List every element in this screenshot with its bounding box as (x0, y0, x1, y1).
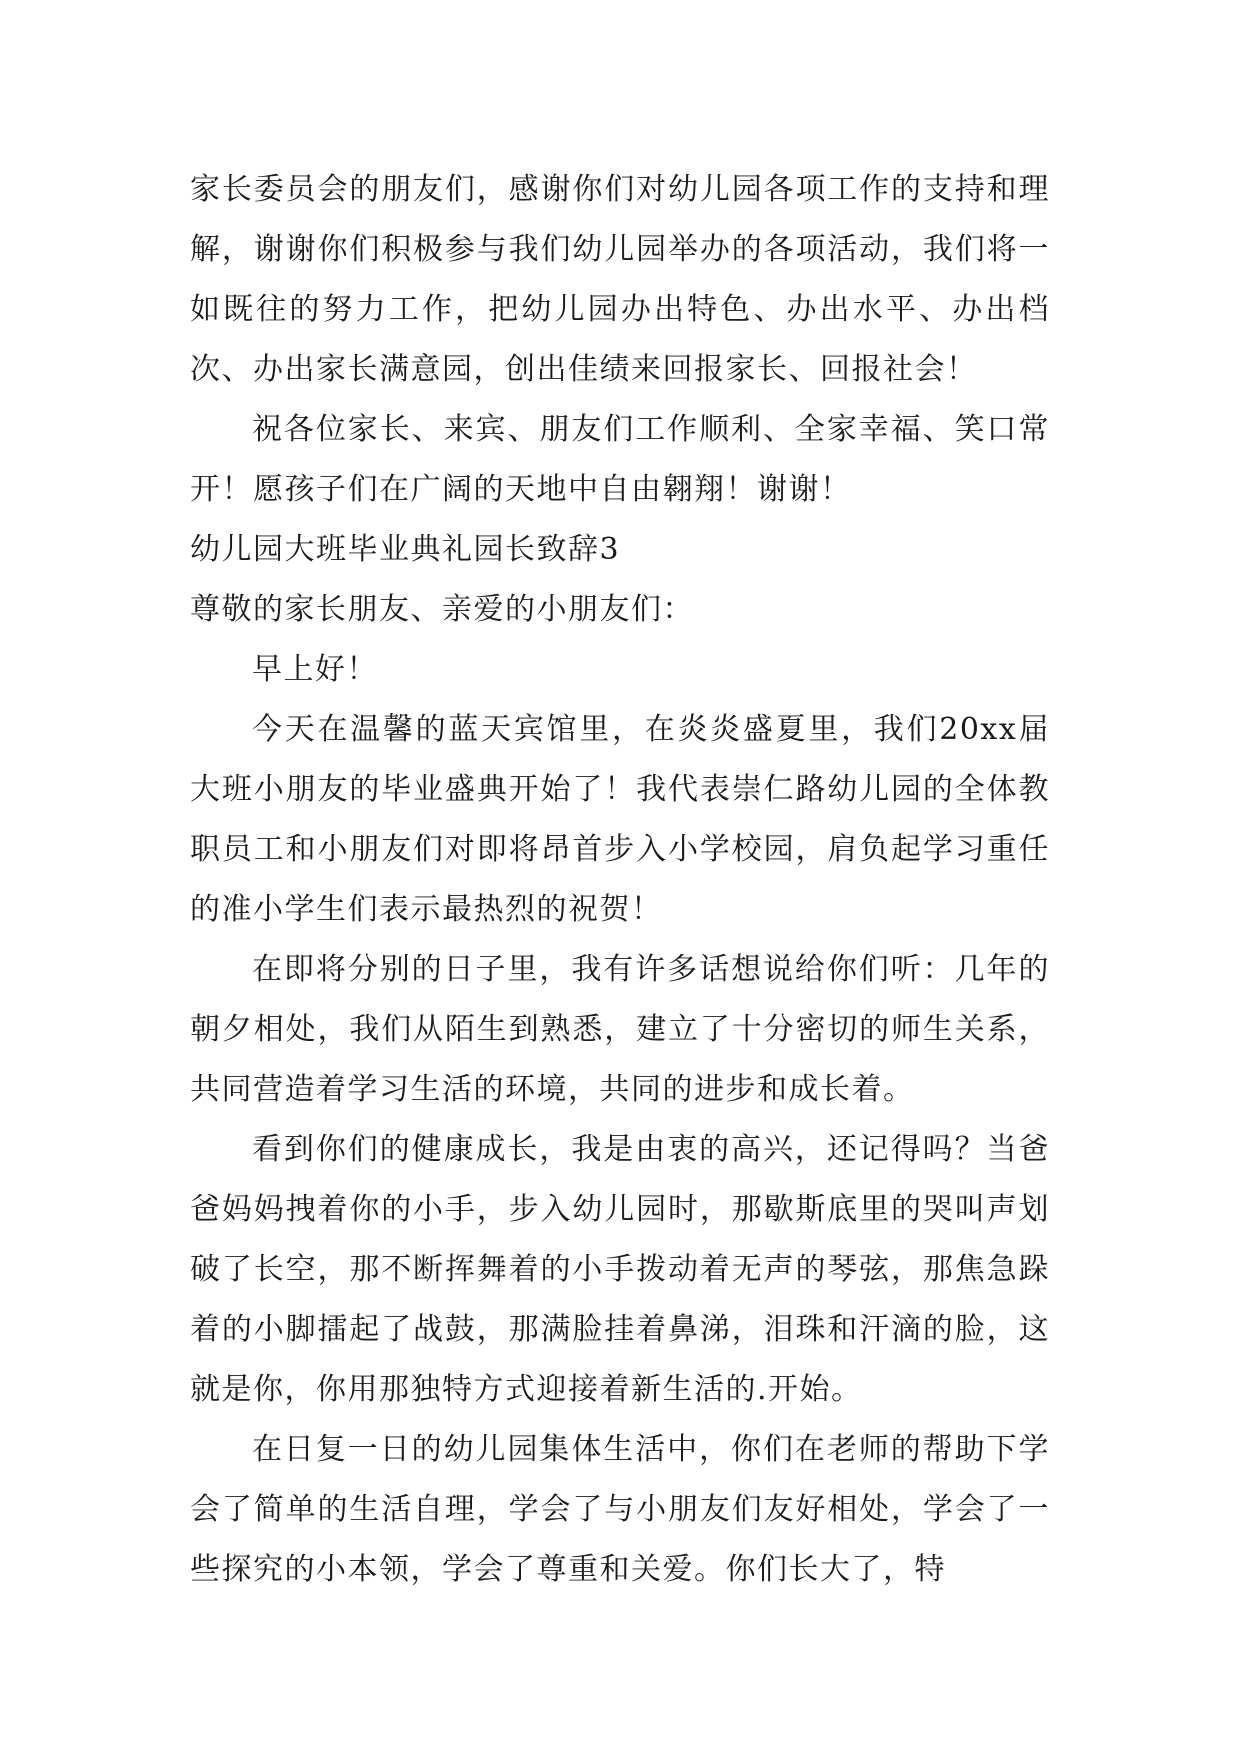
paragraph-growth: 在日复一日的幼儿园集体生活中，你们在老师的帮助下学会了简单的生活自理，学会了与小朋友们友好相处，学会了一些探究的小本领，学会了尊重和关爱。你们长大了，特 (190, 1432, 1050, 1587)
paragraph-farewell: 在即将分别的日子里，我有许多话想说给你们听：几年的朝夕相处，我们从陌生到熟悉，建立了十分密切的师生关系，共同营造着学习生活的环境，共同的进步和成长着。 (190, 952, 1050, 1107)
paragraph-wishes: 祝各位家长、来宾、朋友们工作顺利、全家幸福、笑口常开！愿孩子们在广阔的天地中自由翱翔！谢谢！ (190, 412, 1050, 507)
paragraph-thanks-committee: 家长委员会的朋友们，感谢你们对幼儿园各项工作的支持和理解，谢谢你们积极参与我们幼儿园举办的各项活动，我们将一如既往的努力工作，把幼儿园办出特色、办出水平、办出档次、办出家长满意园，创出佳绩来回报家长、回报社会！ (190, 172, 1050, 387)
salutation: 尊敬的家长朋友、亲爱的小朋友们： (190, 592, 694, 627)
section-title: 幼儿园大班毕业典礼园长致辞3 (190, 532, 621, 567)
paragraph-opening: 今天在温馨的蓝天宾馆里，在炎炎盛夏里，我们20xx届大班小朋友的毕业盛典开始了！我代表崇仁路幼儿园的全体教职员工和小朋友们对即将昂首步入小学校园，肩负起学习重任的准小学生们表示最热烈的祝贺！ (190, 712, 1050, 927)
document-body (190, 160, 1050, 1600)
greeting: 早上好！ (252, 652, 378, 687)
paragraph-memories: 看到你们的健康成长，我是由衷的高兴，还记得吗？当爸爸妈妈拽着你的小手，步入幼儿园时，那歇斯底里的哭叫声划破了长空，那不断挥舞着的小手拨动着无声的琴弦，那焦急跺着的小脚擂起了战鼓，那满脸挂着鼻涕，泪珠和汗滴的脸，这就是你，你用那独特方式迎接着新生活的.开始。 (190, 1132, 1050, 1407)
